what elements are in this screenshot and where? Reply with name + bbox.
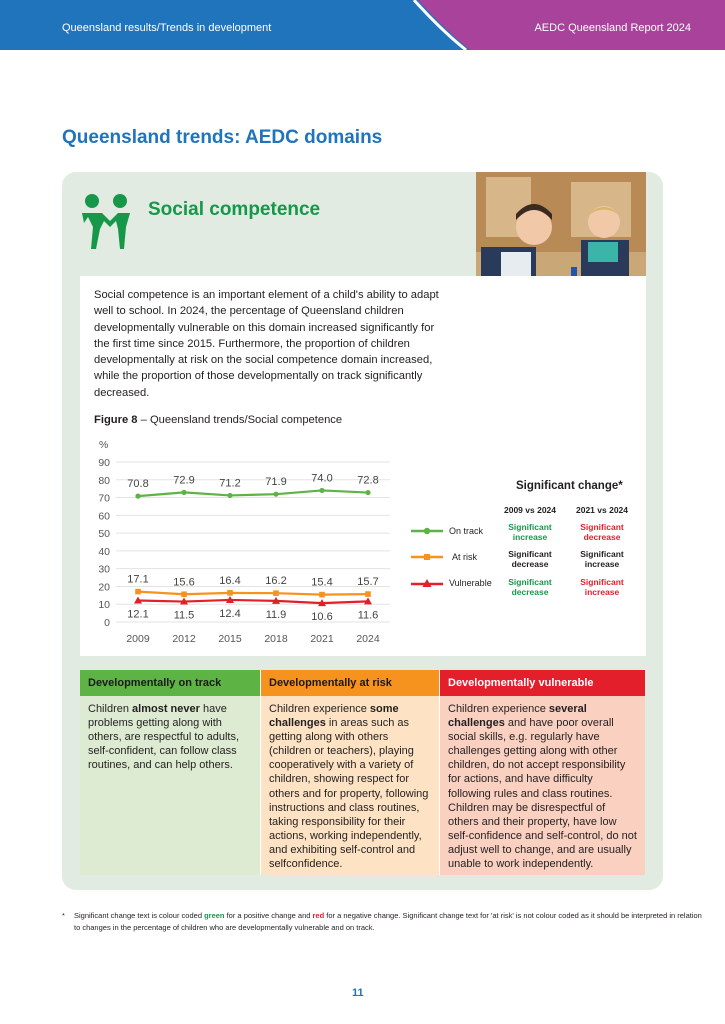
y-tick-label: 40 bbox=[98, 545, 110, 558]
significant-change-title: Significant change* bbox=[516, 480, 623, 492]
data-label: 74.0 bbox=[311, 472, 333, 485]
figure-number: Figure 8 bbox=[94, 414, 138, 426]
x-tick-label: 2015 bbox=[218, 633, 242, 645]
data-label: 15.6 bbox=[173, 576, 195, 589]
sig-change-direction: increase bbox=[584, 587, 620, 597]
footnote-green-word: green bbox=[204, 911, 225, 920]
description-emphasis: several challenges bbox=[448, 703, 587, 730]
series-line-at-risk bbox=[138, 592, 368, 595]
footnote-text-part: Significant change text is colour coded bbox=[74, 911, 205, 920]
figure-caption-text: – Queensland trends/Social competence bbox=[137, 414, 343, 426]
description-text: Children experience bbox=[269, 703, 370, 715]
sig-change-line: Significant bbox=[508, 522, 552, 532]
y-tick-label: 90 bbox=[98, 457, 110, 469]
data-point bbox=[319, 592, 325, 598]
data-label: 71.2 bbox=[219, 477, 241, 490]
data-point bbox=[135, 494, 140, 499]
legend-label-vulnerable: Vulnerable bbox=[449, 578, 492, 588]
data-label: 72.8 bbox=[357, 474, 379, 487]
x-tick-label: 2021 bbox=[310, 633, 334, 645]
y-tick-label: 80 bbox=[98, 474, 110, 487]
description-text: have problems getting along with others, are respectful to adults, self-confident, can follow class routines, and can help others. bbox=[88, 703, 240, 772]
category-on-track bbox=[80, 670, 260, 875]
sig-change-line: Significant bbox=[580, 522, 624, 532]
category-description bbox=[261, 696, 439, 875]
sig-column-2009-vs-2024: 2009 vs 2024 bbox=[504, 505, 556, 515]
x-tick-label: 2009 bbox=[126, 633, 150, 645]
domain-title: Social competence bbox=[148, 199, 321, 220]
y-tick-label: 20 bbox=[98, 581, 110, 594]
y-tick-label: 30 bbox=[98, 563, 110, 576]
data-point bbox=[365, 490, 370, 495]
data-point bbox=[135, 589, 141, 595]
category-heading: Developmentally at risk bbox=[261, 670, 439, 696]
sig-change-cell bbox=[495, 577, 565, 597]
chart-labels bbox=[98, 439, 380, 645]
page-number: 11 bbox=[352, 987, 364, 999]
category-at-risk bbox=[260, 670, 439, 875]
sig-change-direction: decrease bbox=[511, 559, 549, 569]
chart-series bbox=[134, 488, 372, 606]
description-text: in areas such as getting along with others (children or teachers), playing cooperatively with a variety of children, showing respect for others and for property, following instructions and class routines, taking responsibility for their actions, working independently, and exhibiting self-control and selfconfidence. bbox=[269, 717, 429, 871]
footnote-marker: * bbox=[62, 911, 65, 920]
y-tick-label: 70 bbox=[98, 492, 110, 505]
sig-change-line: Significant bbox=[580, 577, 624, 587]
data-label: 15.4 bbox=[311, 576, 333, 589]
legend-swatch-on-track bbox=[411, 526, 443, 536]
footnote-red-word: red bbox=[312, 911, 325, 920]
data-label: 70.8 bbox=[127, 478, 149, 491]
data-point bbox=[181, 490, 186, 495]
y-axis-unit: % bbox=[99, 439, 109, 451]
description-emphasis: some challenges bbox=[269, 703, 399, 730]
data-point bbox=[319, 488, 324, 493]
data-label: 12.1 bbox=[127, 608, 149, 621]
category-vulnerable bbox=[439, 670, 645, 875]
sig-change-line: Significant bbox=[508, 577, 552, 587]
description-text: Children bbox=[88, 703, 133, 715]
sig-change-cell bbox=[495, 522, 565, 542]
footnote-text bbox=[74, 910, 704, 934]
data-label: 16.2 bbox=[265, 575, 287, 588]
sig-change-direction: decrease bbox=[511, 587, 549, 597]
footnote-text-part: for a positive change and bbox=[224, 911, 313, 920]
data-label: 15.7 bbox=[357, 576, 379, 589]
data-point bbox=[181, 591, 187, 597]
x-tick-label: 2018 bbox=[264, 633, 288, 645]
category-description bbox=[440, 696, 645, 875]
header-report-title: AEDC Queensland Report 2024 bbox=[534, 22, 691, 34]
header-section-title: Queensland results/Trends in development bbox=[62, 22, 272, 34]
data-label: 12.4 bbox=[219, 607, 241, 620]
series-line-vulnerable bbox=[138, 600, 368, 603]
x-tick-label: 2024 bbox=[356, 633, 380, 645]
data-label: 11.6 bbox=[357, 609, 379, 622]
data-label: 10.6 bbox=[311, 611, 333, 624]
chart-grid bbox=[116, 462, 390, 622]
page-title: Queensland trends: AEDC domains bbox=[62, 127, 383, 148]
description-emphasis: almost never bbox=[132, 703, 200, 715]
legend-label-on-track: On track bbox=[449, 526, 484, 536]
sig-change-line: Significant bbox=[508, 549, 552, 559]
sig-change-direction: increase bbox=[512, 532, 548, 542]
data-label: 72.9 bbox=[173, 474, 195, 487]
x-tick-label: 2012 bbox=[172, 633, 196, 645]
sig-column-2021-vs-2024: 2021 vs 2024 bbox=[576, 505, 628, 515]
y-tick-label: 0 bbox=[104, 617, 110, 629]
sig-change-cell bbox=[567, 549, 637, 569]
footnote-text-part: for a negative change. Significant change text for 'at risk' is not colour coded as it should be interpreted in relation to changes in the percentage of children who are developmentally vulnerable and on track. bbox=[74, 911, 702, 932]
data-point bbox=[273, 590, 279, 596]
page-header bbox=[0, 0, 725, 50]
description-text: and have poor overall social skills, e.g. regularly have challenges getting along with other children, do not accept responsibility for actions, and have difficulty following rules and class routines. Children may be disrespectful of others and their property, have low self-confidence and self-control, do not adjust well to change, and are usually unable to work independently. bbox=[448, 717, 637, 871]
sig-change-direction: decrease bbox=[583, 532, 621, 542]
legend-label-at-risk: At risk bbox=[452, 552, 478, 562]
social-competence-icon bbox=[80, 193, 132, 251]
series-line-on-track bbox=[138, 490, 368, 496]
category-description bbox=[80, 696, 260, 875]
sig-change-cell bbox=[567, 522, 637, 542]
data-point bbox=[227, 590, 233, 596]
y-tick-label: 50 bbox=[98, 528, 110, 541]
line-chart bbox=[80, 430, 400, 650]
data-label: 11.5 bbox=[173, 609, 195, 622]
category-columns bbox=[80, 670, 645, 875]
sig-change-line: Significant bbox=[580, 549, 624, 559]
data-label: 17.1 bbox=[127, 573, 149, 586]
data-point bbox=[227, 493, 232, 498]
legend-swatch-vulnerable bbox=[411, 578, 443, 588]
legend-swatch-at-risk bbox=[411, 552, 443, 562]
figure-caption bbox=[94, 414, 342, 426]
data-point bbox=[365, 591, 371, 597]
y-tick-label: 10 bbox=[98, 599, 110, 612]
sig-change-cell bbox=[567, 577, 637, 597]
data-label: 16.4 bbox=[219, 574, 241, 587]
data-label: 71.9 bbox=[265, 476, 287, 489]
category-heading: Developmentally vulnerable bbox=[440, 670, 645, 696]
data-label: 11.9 bbox=[265, 608, 287, 621]
data-point bbox=[273, 492, 278, 497]
sig-change-cell bbox=[495, 549, 565, 569]
y-tick-label: 60 bbox=[98, 510, 110, 523]
category-heading: Developmentally on track bbox=[80, 670, 260, 696]
description-text: Children experience bbox=[448, 703, 549, 715]
sig-change-direction: increase bbox=[584, 559, 620, 569]
intro-paragraph: Social competence is an important element of a child's ability to adapt well to school. In 2024, the percentage of Queensland children developmentally vulnerable on this domain increased significantly for the first time since 2015. Furthermore, the proportion of children developmentally at risk on the social competence domain increased, while the proportion of those developmentally on track significantly decreased. bbox=[94, 289, 439, 399]
